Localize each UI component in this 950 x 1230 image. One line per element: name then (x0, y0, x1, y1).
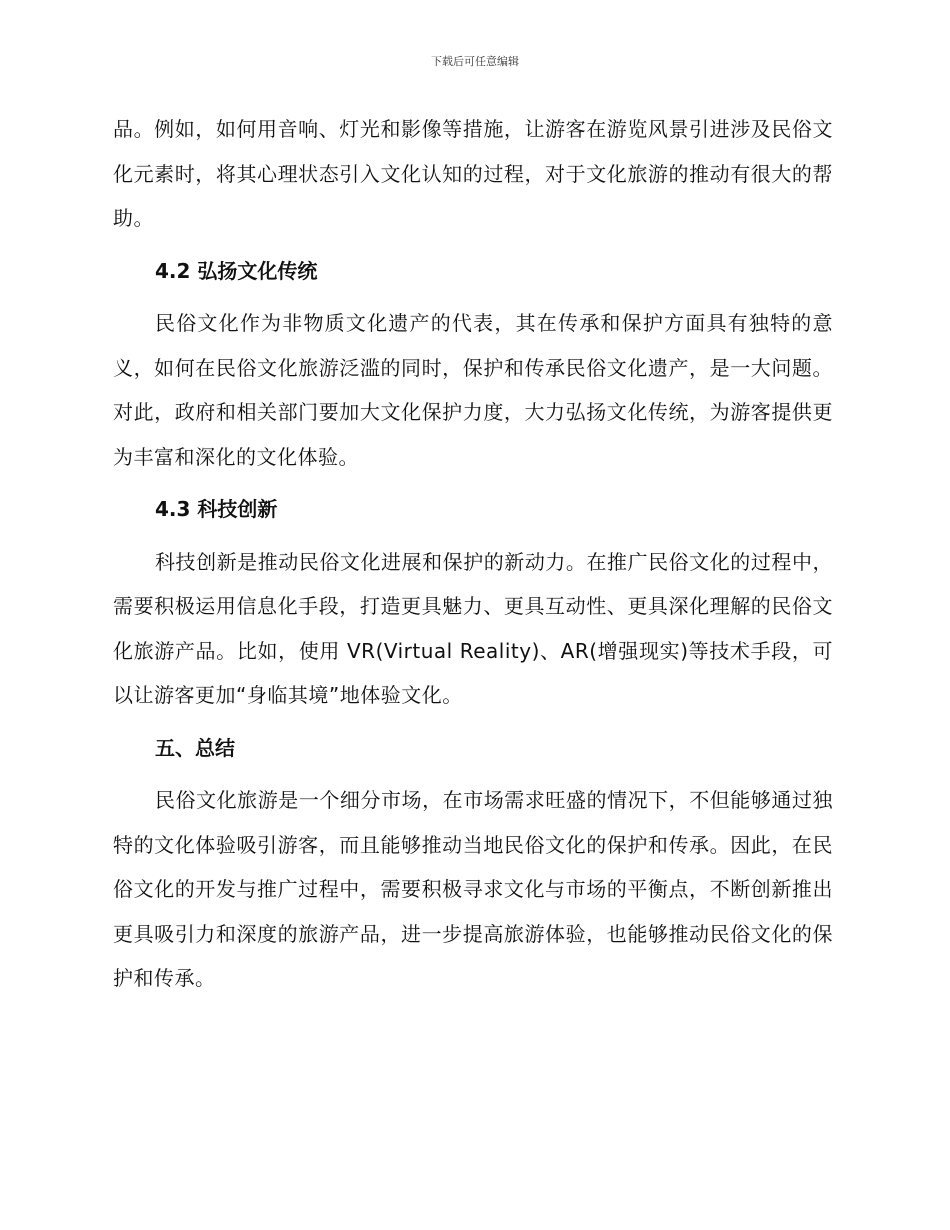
section-heading-4-3: 4.3 科技创新 (155, 497, 278, 521)
paragraph-culture-tradition: 民俗文化作为非物质文化遗产的代表，其在传承和保护方面具有独特的意义，如何在民俗文化旅游泛滥的同时，保护和传承民俗文化遗产，是一大问题。对此，政府和相关部门要加大文化保护力度，大力弘扬文化传统，为游客提供更为丰富和深化的文化体验。 (113, 311, 833, 469)
paragraph-tech-innovation: 科技创新是推动民俗文化进展和保护的新动力。在推广民俗文化的过程中，需要积极运用信息化手段，打造更具魅力、更具互动性、更具深化理解的民俗文化旅游产品。比如，使用 VR(Virtual Reality)、AR(增强现实)等技术手段，可以让游客更加“身临其境”地体验文化。 (113, 549, 833, 707)
paragraph-intro: 品。例如，如何用音响、灯光和影像等措施，让游客在游览风景引进涉及民俗文化元素时，将其心理状态引入文化认知的过程，对于文化旅游的推动有很大的帮助。 (113, 117, 833, 230)
document-body (113, 107, 833, 1001)
section-heading-5: 五、总结 (155, 735, 235, 760)
section-heading-4-2: 4.2 弘扬文化传统 (155, 258, 318, 283)
page-header: 下载后可任意编辑 (431, 55, 519, 68)
paragraph-summary: 民俗文化旅游是一个细分市场，在市场需求旺盛的情况下，不但能够通过独特的文化体验吸引游客，而且能够推动当地民俗文化的保护和传承。因此，在民俗文化的开发与推广过程中，需要积极寻求文化与市场的平衡点，不断创新推出更具吸引力和深度的旅游产品，进一步提高旅游体验，也能够推动民俗文化的保护和传承。 (113, 788, 833, 990)
